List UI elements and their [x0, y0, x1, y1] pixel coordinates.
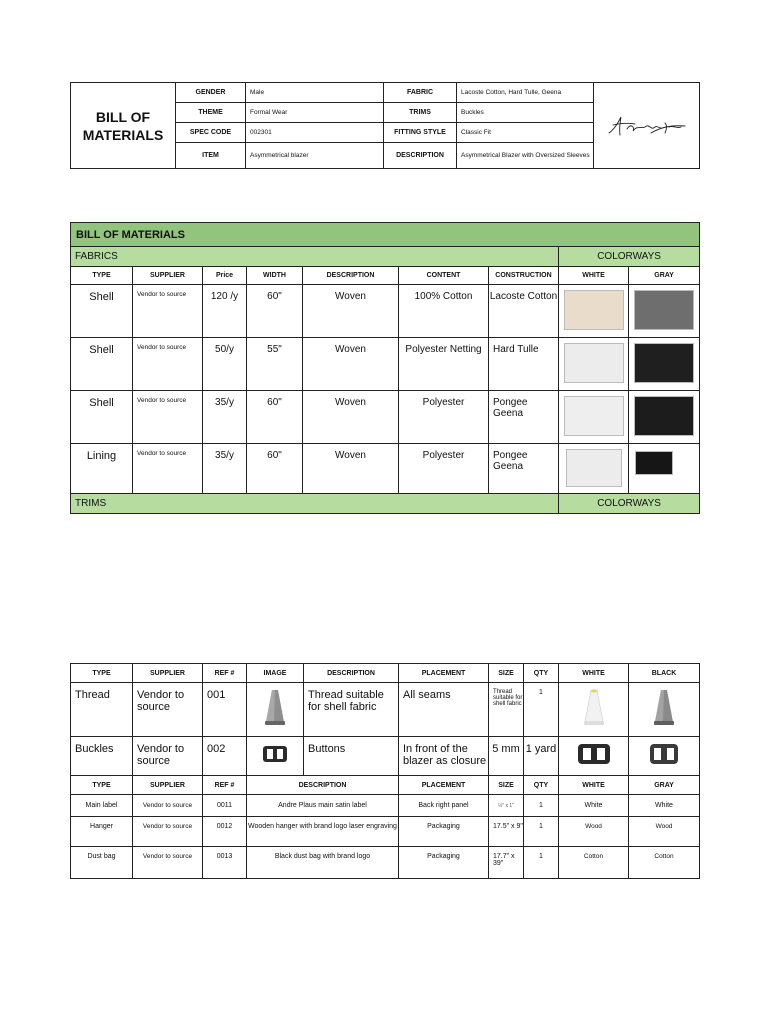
fabrics-header-row: [71, 267, 700, 285]
fabric-type: Shell: [71, 338, 133, 391]
fabric-content: Polyester: [399, 391, 489, 444]
fabric-type: Shell: [71, 285, 133, 338]
col-description: DESCRIPTION: [304, 664, 399, 683]
table-row: [71, 795, 700, 817]
trims-header-row: [71, 664, 700, 683]
col-gray: GRAY: [629, 267, 700, 285]
thread-spool-icon: [263, 688, 287, 726]
col-image: IMAGE: [247, 664, 304, 683]
fabrics-colorways-label: COLORWAYS: [559, 247, 700, 267]
label-supplier: Vendor to source: [133, 847, 203, 879]
black-buckle-icon: [577, 742, 611, 766]
trim-white-cell: [559, 737, 629, 776]
col-content: CONTENT: [399, 267, 489, 285]
spec-code-label: SPEC CODE: [176, 123, 246, 143]
fabric-price: 35/y: [203, 444, 247, 494]
col-ref: REF #: [203, 664, 247, 683]
fitting-style-label: FITTING STYLE: [384, 123, 457, 143]
label-type: Main label: [71, 795, 133, 817]
trim-white-cell: [559, 683, 629, 737]
table-row: [71, 683, 700, 737]
col-construction: CONSTRUCTION: [489, 267, 559, 285]
label-type: Hanger: [71, 817, 133, 847]
fabric-construction: Hard Tulle: [489, 338, 559, 391]
description-value: Asymmetrical Blazer with Oversized Sleeves: [457, 143, 594, 169]
col-type: TYPE: [71, 776, 133, 795]
swatch-gray-cell: [629, 285, 700, 338]
gender-label: GENDER: [176, 83, 246, 103]
trim-qty: 1: [524, 683, 559, 737]
fabric-width: 60": [247, 391, 303, 444]
table-row: [71, 847, 700, 879]
label-size: ½" x 1": [489, 795, 524, 817]
col-width: WIDTH: [247, 267, 303, 285]
trim-image-cell: [247, 683, 304, 737]
fabric-content: 100% Cotton: [399, 285, 489, 338]
fabrics-title: BILL OF MATERIALS: [71, 223, 700, 247]
swatch-gray: [634, 290, 694, 330]
swatch-gray: [634, 343, 694, 383]
label-supplier: Vendor to source: [133, 817, 203, 847]
signature: [594, 83, 700, 169]
swatch-white: [564, 396, 624, 436]
label-ref: 0011: [203, 795, 247, 817]
label-description: Black dust bag with brand logo: [247, 847, 399, 879]
trims-value: Buckles: [457, 103, 594, 123]
fabric-content: Polyester: [399, 444, 489, 494]
fabric-price: 120 /y: [203, 285, 247, 338]
label-gray: Wood: [629, 817, 700, 847]
col-gray: GRAY: [629, 776, 700, 795]
col-description: DESCRIPTION: [303, 267, 399, 285]
trim-ref: 001: [203, 683, 247, 737]
label-ref: 0012: [203, 817, 247, 847]
theme-label: THEME: [176, 103, 246, 123]
fabric-supplier: Vendor to source: [133, 391, 203, 444]
label-type: Dust bag: [71, 847, 133, 879]
col-supplier: SUPPLIER: [133, 664, 203, 683]
header-table: [70, 82, 700, 169]
label-placement: Packaging: [399, 847, 489, 879]
col-placement: PLACEMENT: [399, 664, 489, 683]
label-qty: 1: [524, 817, 559, 847]
col-size: SIZE: [489, 664, 524, 683]
fabric-construction: Pongee Geena: [489, 391, 559, 444]
col-description: DESCRIPTION: [247, 776, 399, 795]
table-row: [71, 444, 700, 494]
theme-value: Formal Wear: [246, 103, 384, 123]
col-placement: PLACEMENT: [399, 776, 489, 795]
col-price: Price: [203, 267, 247, 285]
col-white: WHITE: [559, 664, 629, 683]
item-value: Asymmetrical blazer: [246, 143, 384, 169]
trims-label: TRIMS: [384, 103, 457, 123]
fabrics-table: [70, 222, 700, 514]
label-gray: White: [629, 795, 700, 817]
swatch-gray: [635, 451, 673, 475]
col-size: SIZE: [489, 776, 524, 795]
bom-title: BILL OF MATERIALS: [71, 83, 176, 169]
trim-supplier: Vendor to source: [133, 737, 203, 776]
fabric-construction: Lacoste Cotton: [489, 285, 559, 338]
fabric-value: Lacoste Cotton, Hard Tulle, Geena: [457, 83, 594, 103]
swatch-white: [564, 290, 624, 330]
label-size: 17.7" x 39": [489, 847, 524, 879]
trim-qty: 1 yard: [524, 737, 559, 776]
fabric-width: 55": [247, 338, 303, 391]
table-row: [71, 391, 700, 444]
trim-ref: 002: [203, 737, 247, 776]
label-white: White: [559, 795, 629, 817]
label-supplier: Vendor to source: [133, 795, 203, 817]
swatch-white: [564, 343, 624, 383]
labels-header-row: [71, 776, 700, 795]
trim-placement: In front of the blazer as closure: [399, 737, 489, 776]
fabric-type: Lining: [71, 444, 133, 494]
trim-size: Thread suitable for shell fabric: [489, 683, 524, 737]
trim-black-cell: [629, 737, 700, 776]
label-description: Wooden hanger with brand logo laser engraving: [247, 817, 399, 847]
label-white: Wood: [559, 817, 629, 847]
swatch-white: [566, 449, 622, 487]
gray-thread-spool-icon: [653, 688, 675, 726]
label-placement: Packaging: [399, 817, 489, 847]
swatch-white-cell: [559, 444, 629, 494]
description-label: DESCRIPTION: [384, 143, 457, 169]
trim-image-cell: [247, 737, 304, 776]
signature-icon: [605, 111, 689, 141]
table-row: [71, 338, 700, 391]
col-ref: REF #: [203, 776, 247, 795]
fabric-supplier: Vendor to source: [133, 444, 203, 494]
label-qty: 1: [524, 795, 559, 817]
fabric-label: FABRIC: [384, 83, 457, 103]
swatch-white-cell: [559, 391, 629, 444]
col-qty: QTY: [524, 776, 559, 795]
table-row: [71, 285, 700, 338]
swatch-gray: [634, 396, 694, 436]
label-ref: 0013: [203, 847, 247, 879]
label-placement: Back right panel: [399, 795, 489, 817]
fabric-construction: Pongee Geena: [489, 444, 559, 494]
table-row: [71, 737, 700, 776]
buckle-icon: [262, 744, 288, 764]
col-type: TYPE: [71, 267, 133, 285]
fabric-description: Woven: [303, 444, 399, 494]
col-qty: QTY: [524, 664, 559, 683]
fabric-supplier: Vendor to source: [133, 285, 203, 338]
fabric-description: Woven: [303, 391, 399, 444]
swatch-white-cell: [559, 338, 629, 391]
label-qty: 1: [524, 847, 559, 879]
trims-table: [70, 663, 700, 879]
fabric-width: 60": [247, 444, 303, 494]
trim-size: 5 mm: [489, 737, 524, 776]
label-gray: Cotton: [629, 847, 700, 879]
trim-description: Buttons: [304, 737, 399, 776]
swatch-gray-cell: [629, 338, 700, 391]
col-type: TYPE: [71, 664, 133, 683]
swatch-white-cell: [559, 285, 629, 338]
spec-code-value: 002301: [246, 123, 384, 143]
trim-black-cell: [629, 683, 700, 737]
fabrics-section-label: FABRICS: [71, 247, 559, 267]
trims-colorways-label: COLORWAYS: [559, 494, 700, 514]
fitting-style-value: Classic Fit: [457, 123, 594, 143]
col-white: WHITE: [559, 776, 629, 795]
col-supplier: SUPPLIER: [133, 267, 203, 285]
fabric-price: 35/y: [203, 391, 247, 444]
trims-section-label: TRIMS: [71, 494, 559, 514]
trim-placement: All seams: [399, 683, 489, 737]
trim-description: Thread suitable for shell fabric: [304, 683, 399, 737]
trim-type: Buckles: [71, 737, 133, 776]
dark-buckle-icon: [649, 742, 679, 766]
fabric-type: Shell: [71, 391, 133, 444]
white-thread-spool-icon: [583, 688, 605, 726]
fabric-content: Polyester Netting: [399, 338, 489, 391]
gender-value: Male: [246, 83, 384, 103]
label-size: 17.5" x 9": [489, 817, 524, 847]
swatch-gray-cell: [629, 444, 700, 494]
fabric-supplier: Vendor to source: [133, 338, 203, 391]
trim-supplier: Vendor to source: [133, 683, 203, 737]
col-black: BLACK: [629, 664, 700, 683]
fabric-description: Woven: [303, 338, 399, 391]
fabric-width: 60": [247, 285, 303, 338]
trim-type: Thread: [71, 683, 133, 737]
label-white: Cotton: [559, 847, 629, 879]
table-row: [71, 817, 700, 847]
swatch-gray-cell: [629, 391, 700, 444]
col-white: WHITE: [559, 267, 629, 285]
fabric-description: Woven: [303, 285, 399, 338]
label-description: Andre Plaus main satin label: [247, 795, 399, 817]
col-supplier: SUPPLIER: [133, 776, 203, 795]
fabric-price: 50/y: [203, 338, 247, 391]
item-label: ITEM: [176, 143, 246, 169]
